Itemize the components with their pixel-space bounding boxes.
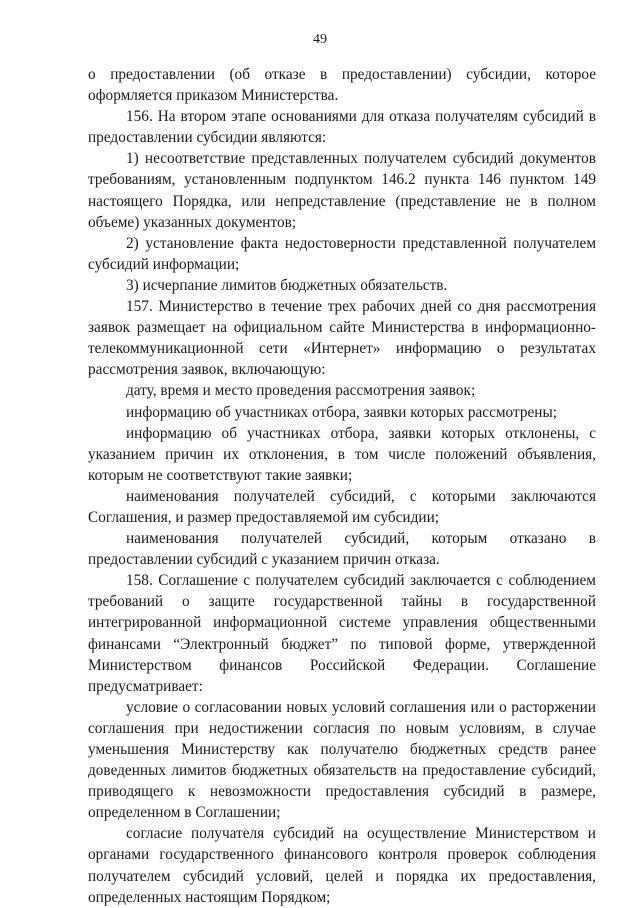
paragraph: условие о согласовании новых условий соглашения или о расторжении соглашения при недостижении согласия по новым условиям, в случае уменьшения Министерству как получателю бюджетных средств ранее доведенных лимитов бюджетных обязательств на предоставление субсидий, приводящего к невозможности предоставления субсидий в размере, определенном в Соглашении; [88, 698, 596, 822]
paragraph: 157. Министерство в течение трех рабочих дней со дня рассмотрения заявок размещает на официальном сайте Министерства в информационно-телекоммуникационной сети «Интернет» информацию о результатах рассмотрения заявок, включающую: [88, 298, 596, 379]
paragraph: 158. Соглашение с получателем субсидий заключается с соблюдением требований о защите государственной тайны в государственной интегрированной информационной системе управления общественными финансами “Электронный бюджет” по типовой форме, утвержденной Министерством финансов Российской Федерации. Соглашение предусматривает: [88, 572, 596, 695]
paragraph: наименования получателей субсидий, которым отказано в предоставлении субсидий с указанием причин отказа. [88, 530, 596, 569]
page-number: 49 [313, 32, 327, 47]
paragraph: информацию об участниках отбора, заявки которых рассмотрены; [126, 403, 558, 421]
document-body [88, 64, 596, 908]
paragraph: 3) исчерпание лимитов бюджетных обязательств. [126, 276, 448, 294]
paragraph: дату, время и место проведения рассмотрения заявок; [126, 382, 476, 400]
paragraph: 156. На втором этапе основаниями для отказа получателям субсидий в предоставлении субсидии являются: [88, 108, 596, 147]
paragraph: информацию об участниках отбора, заявки которых отклонены, с указанием причин их отклонения, в том числе положений объявления, которым не соответствуют такие заявки; [88, 424, 596, 484]
paragraph: 2) установление факта недостоверности представленной получателем субсидий информации; [88, 234, 596, 273]
paragraph: 1) несоответствие представленных получателем субсидий документов требованиям, установленным подпунктом 146.2 пункта 146 пунктом 149 настоящего Порядка, или непредставление (представление не в полном объеме) указанных документов; [88, 150, 596, 231]
paragraph: согласие получателя субсидий на осуществление Министерством и органами государственного финансового контроля проверок соблюдения получателем субсидий условий, целей и порядка их предоставления, определенных настоящим Порядком; [88, 825, 596, 906]
paragraph: наименования получателей субсидий, с которыми заключаются Соглашения, и размер предоставляемой им субсидии; [88, 487, 596, 526]
paragraph: о предоставлении (об отказе в предоставлении) субсидии, которое оформляется приказом Министерства. [88, 66, 596, 105]
